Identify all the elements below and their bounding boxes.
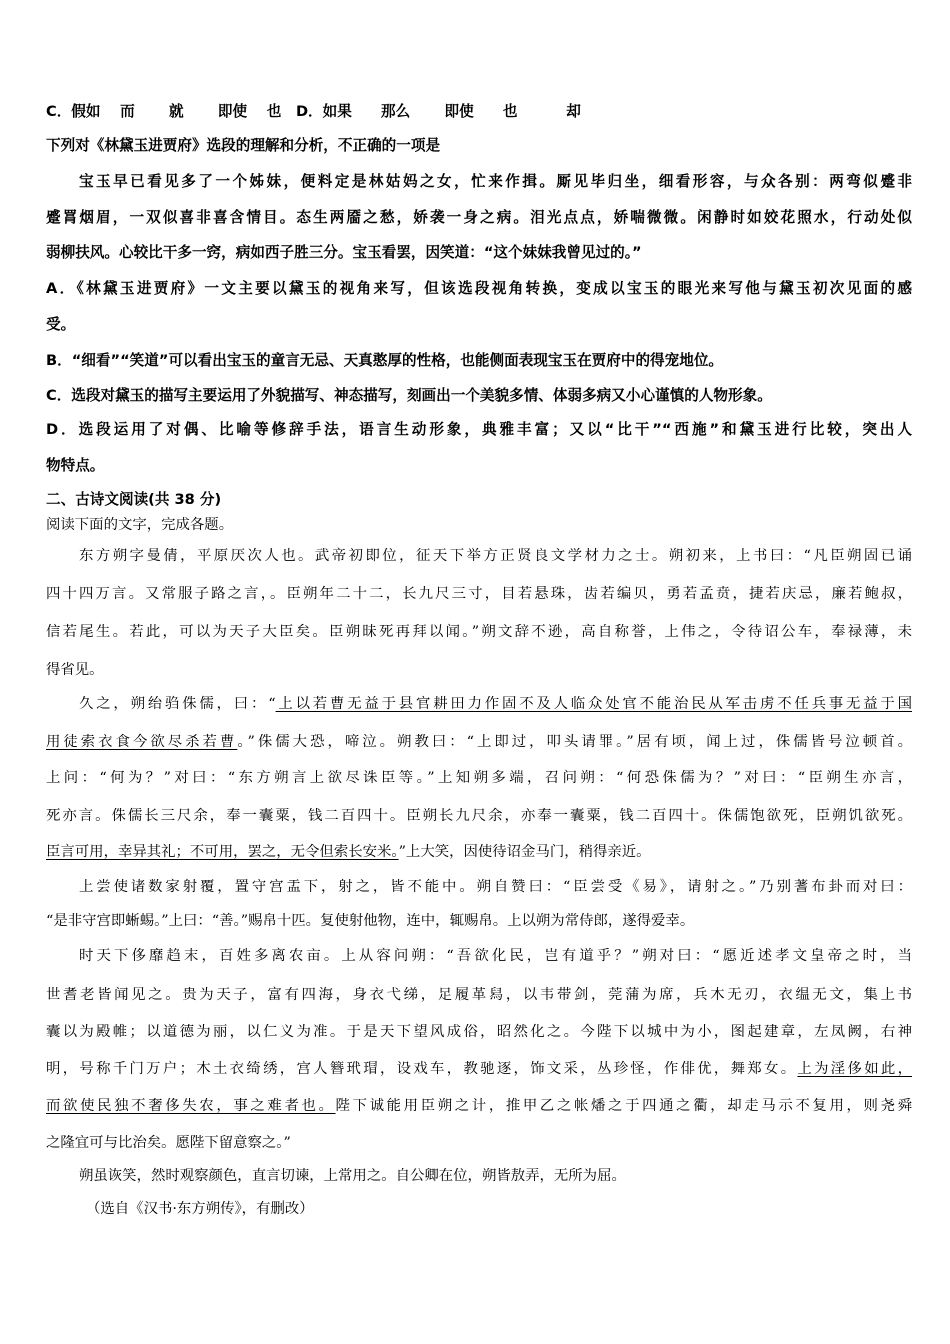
options-line-prev-question: C．假如 而 就 即使 也 D．如果 那么 即使 也 却	[46, 103, 581, 120]
option-a-line: A．《林黛玉进贾府》一文主要以黛玉的视角来写，但该选段视角转换，变成以宝玉的眼光来写他与黛玉初次见面的感	[46, 280, 912, 297]
underlined-sentence: 臣言可用，幸异其礼；不可用，罢之，无令但索长安米。	[46, 844, 399, 860]
underlined-sentence: 用徒索衣食今欲尽杀若曹	[46, 734, 238, 750]
text-segment: 明，号称千门万户；木土衣绮绣，宫人簪玳瑁，设戏车，教驰逐，饰文采，丛珍怪，作俳优，舞郑女。	[46, 1061, 798, 1077]
classical-text-line	[79, 693, 912, 715]
classical-text-line: 时天下侈靡趋末，百姓多离农亩。上从容问朔：“吾欲化民，岂有道乎？”朔对曰：“愿近述孝文皇帝之时，当	[79, 948, 912, 964]
text-segment: 陛下诚能用臣朔之计，推甲乙之帐燔之于四通之衢，却走马示不复用，则尧舜	[335, 1098, 912, 1114]
passage-line: 宝玉早已看见多了一个姊妹，便料定是林姑妈之女，忙来作揖。厮见毕归坐，细看形容，与众各别：两弯似蹙非	[79, 173, 912, 190]
text-segment: 。”侏儒大恐，啼泣。朔教曰：“上即过，叩头请罪。”居有顷，闻上过，侏儒皆号泣顿首。	[237, 734, 912, 750]
passage-line: 弱柳扶风。心较比干多一窍，病如西子胜三分。宝玉看罢，因笑道：“这个妹妹我曾见过的。”	[46, 244, 642, 261]
question-stem-lin-daiyu: 下列对《林黛玉进贾府》选段的理解和分析，不正确的一项是	[46, 137, 441, 154]
option-c: C．选段对黛玉的描写主要运用了外貌描写、神态描写，刻画出一个美貌多情、体弱多病又小心谨慎的人物形象。	[46, 387, 772, 404]
classical-text-line: 信若尾生。若此，可以为天子大臣矣。臣朔昧死再拜以闻。”朔文辞不逊，高自称誉，上伟之，令待诏公车，奉禄薄，未	[46, 624, 912, 640]
option-a-line: 受。	[46, 316, 76, 333]
classical-text-line: 之隆宜可与比治矣。愿陛下留意察之。”	[46, 1135, 291, 1151]
classical-text-line: 世耆老皆闻见之。贵为天子，富有四海，身衣弋绨，足履革舄，以韦带剑，莞蒲为席，兵木无刃，衣缊无文，集上书	[46, 987, 912, 1003]
underlined-sentence: 上以若曹无益于县官耕田力作固不及人临众处官不能治民从军击虏不任兵事无益于国	[275, 696, 912, 712]
classical-text-line: 死亦言。侏儒长三尺余，奉一囊粟，钱二百四十。臣朔长九尺余，亦奉一囊粟，钱二百四十。侏儒饱欲死，臣朔饥欲死。	[46, 808, 912, 824]
classical-text-line: 得省见。	[46, 662, 104, 678]
classical-text-line: 朔虽诙笑，然时观察颜色，直言切谏，上常用之。自公卿在位，朔皆敖弄，无所为屈。	[79, 1168, 626, 1184]
option-d-line: 物特点。	[46, 457, 105, 474]
classical-text-line	[46, 1095, 912, 1117]
source-citation: （选自《汉书·东方朔传》，有删改）	[86, 1201, 314, 1217]
classical-text-line: 上问：“何为？”对曰：“东方朔言上欲尽诛臣等。”上知朔多端，召问朔：“何恐侏儒为？”对曰：“臣朔生亦言，	[46, 770, 912, 786]
classical-text-line: 上尝使诸数家射覆，置守宫盂下，射之，皆不能中。朔自赞曰：“臣尝受《易》，请射之。”乃别蓍布卦而对曰：	[79, 879, 912, 895]
underlined-sentence: 上为淫侈如此，	[797, 1061, 912, 1077]
option-d-line: D．选段运用了对偶、比喻等修辞手法，语言生动形象，典雅丰富；又以“比干”“西施”和黛玉进行比较，突出人	[46, 421, 912, 438]
passage-line: 蹙罥烟眉，一双似喜非喜含情目。态生两靥之愁，娇袭一身之病。泪光点点，娇喘微微。闲静时如姣花照水，行动处似	[46, 209, 912, 226]
classical-text-line: 四十四万言。又常服子路之言，。臣朔年二十二，长九尺三寸，目若悬珠，齿若编贝，勇若孟贲，捷若庆忌，廉若鲍叔，	[46, 586, 912, 602]
option-b: B．“细看”“笑道”可以看出宝玉的童言无忌、天真憨厚的性格，也能侧面表现宝玉在贾府中的得宠地位。	[46, 352, 724, 369]
text-segment: ”上大笑，因使待诏金马门，稍得亲近。	[398, 844, 651, 860]
classical-text-line	[46, 841, 912, 863]
section-heading: 二、古诗文阅读(共 38 分)	[46, 491, 222, 508]
classical-text-line	[46, 1058, 912, 1080]
section-instruction: 阅读下面的文字，完成各题。	[46, 517, 234, 533]
classical-text-line: “是非守宫即蜥蜴。”上曰：“善。”赐帛十匹。复使射他物，连中，辄赐帛。上以朔为常侍郎，遂得爱幸。	[46, 913, 695, 929]
text-segment: 久之，朔绐驺侏儒，曰：“	[79, 696, 276, 712]
classical-text-line	[46, 731, 912, 753]
underlined-sentence: 而欲使民独不奢侈失农，事之难者也。	[46, 1098, 336, 1114]
classical-text-line: 东方朔字曼倩，平原厌次人也。武帝初即位，征天下举方正贤良文学材力之士。朔初来，上书曰：“凡臣朔固已诵	[79, 548, 912, 564]
classical-text-line: 囊以为殿帷；以道德为丽，以仁义为准。于是天下望风成俗，昭然化之。今陛下以城中为小，图起建章，左凤阙，右神	[46, 1024, 912, 1040]
